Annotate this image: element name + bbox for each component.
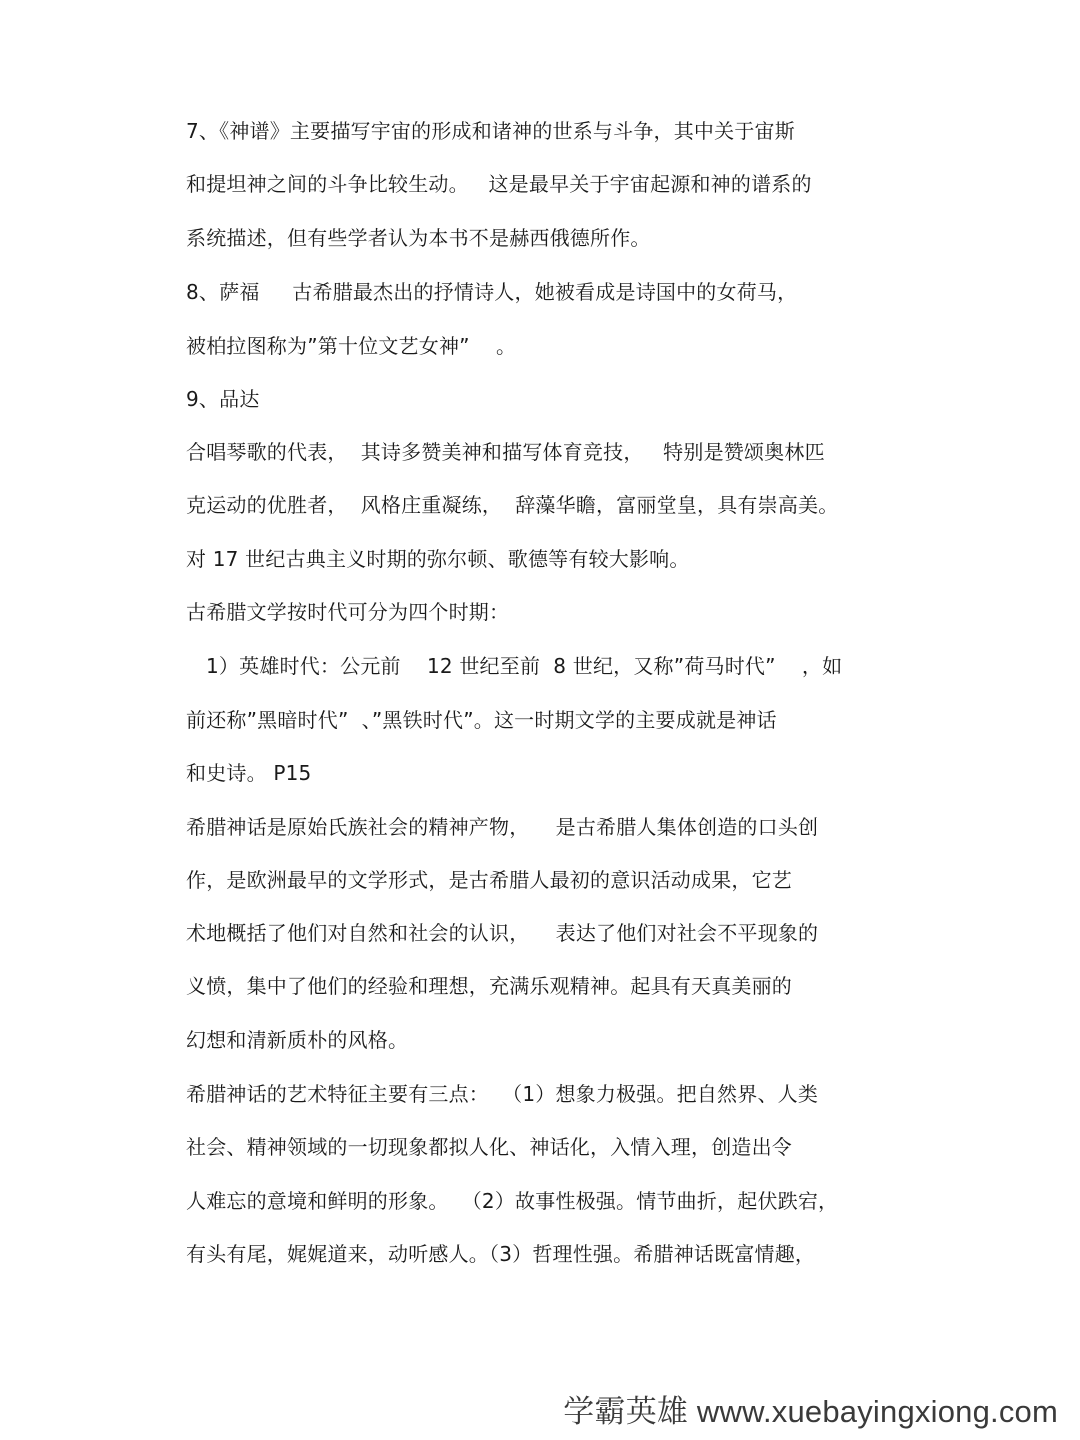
text-line-10: 古希腊文学按时代可分为四个时期： bbox=[186, 600, 510, 624]
text-line-21: 人难忘的意境和鲜明的形象。 （2）故事性极强。情节曲折，起伏跌宕， bbox=[186, 1189, 839, 1213]
watermark: 学霸英雄 www.xuebayingxiong.com bbox=[563, 1394, 1058, 1429]
text-line-22: 有头有尾，娓娓道来，动听感人。（3）哲理性强。希腊神话既富情趣， bbox=[186, 1242, 816, 1266]
text-line-20: 社会、精神领域的一切现象都拟人化、神话化，入情入理，创造出令 bbox=[186, 1135, 792, 1159]
text-line-2: 和提坦神之间的斗争比较生动。 这是最早关于宇宙起源和神的谱系的 bbox=[186, 172, 812, 196]
text-line-18: 幻想和清新质朴的风格。 bbox=[186, 1028, 409, 1052]
text-line-15: 作，是欧洲最早的文学形式，是古希腊人最初的意识活动成果，它艺 bbox=[186, 868, 792, 892]
text-line-7: 合唱琴歌的代表， 其诗多赞美神和描写体育竞技， 特别是赞颂奥林匹 bbox=[186, 440, 825, 464]
text-line-12: 前还称”黑暗时代” 、”黑铁时代”。这一时期文学的主要成就是神话 bbox=[186, 708, 777, 732]
text-line-14: 希腊神话是原始氏族社会的精神产物， 是古希腊人集体创造的口头创 bbox=[186, 815, 819, 839]
text-line-11: 1）英雄时代：公元前 12 世纪至前 8 世纪，又称”荷马时代” ，如 bbox=[206, 654, 843, 678]
text-line-5: 被柏拉图称为”第十位文艺女神” 。 bbox=[186, 334, 517, 358]
text-line-1: 7、《神谱》主要描写宇宙的形成和诸神的世系与斗争，其中关于宙斯 bbox=[186, 119, 795, 143]
text-line-17: 义愤，集中了他们的经验和理想，充满乐观精神。起具有天真美丽的 bbox=[186, 974, 792, 998]
text-line-8: 克运动的优胜者， 风格庄重凝练， 辞藻华瞻，富丽堂皇，具有崇高美。 bbox=[186, 493, 839, 517]
text-line-9: 对 17 世纪古典主义时期的弥尔顿、歌德等有较大影响。 bbox=[186, 547, 690, 571]
text-line-19: 希腊神话的艺术特征主要有三点： （1）想象力极强。把自然界、人类 bbox=[186, 1082, 819, 1106]
text-line-4: 8、萨福 古希腊最杰出的抒情诗人，她被看成是诗国中的女荷马， bbox=[186, 280, 798, 304]
text-line-3: 系统描述，但有些学者认为本书不是赫西俄德所作。 bbox=[186, 226, 651, 250]
text-line-13: 和史诗。 P15 bbox=[186, 761, 312, 785]
text-line-16: 术地概括了他们对自然和社会的认识， 表达了他们对社会不平现象的 bbox=[186, 921, 819, 945]
text-line-6: 9、品达 bbox=[186, 387, 260, 411]
